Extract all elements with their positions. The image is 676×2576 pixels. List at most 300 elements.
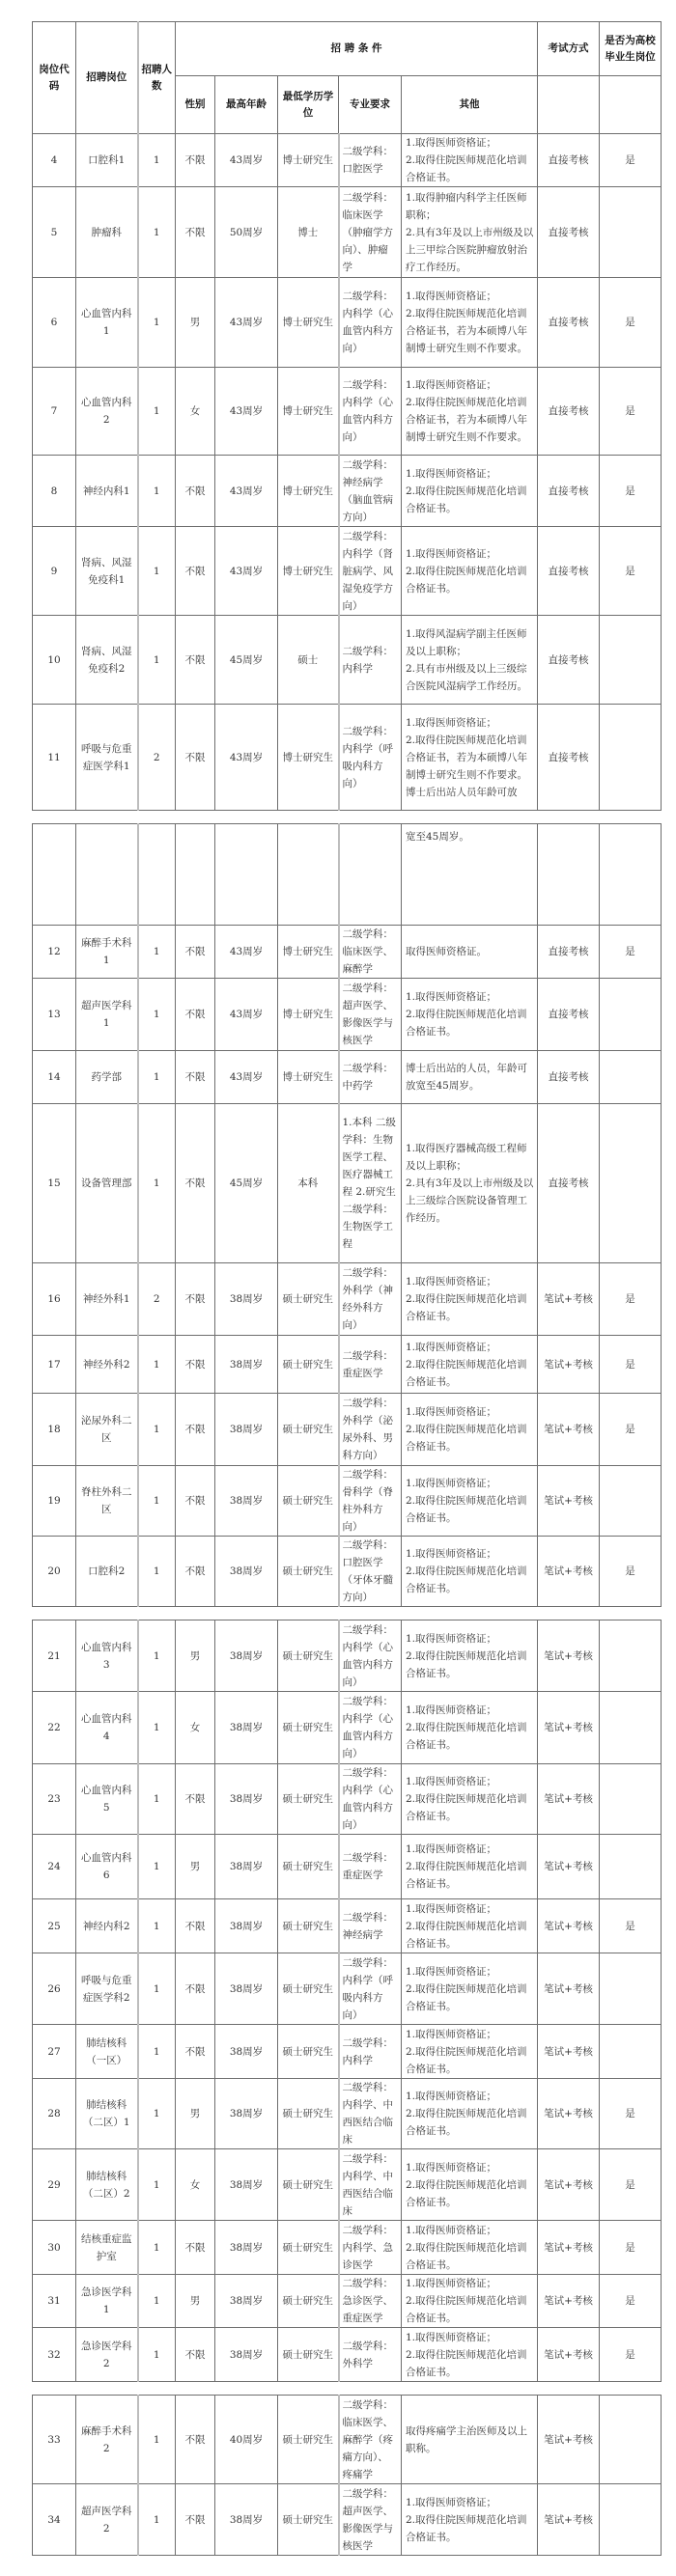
cell-code: 7 bbox=[33, 368, 76, 456]
cell-exam: 笔试+考核 bbox=[538, 1466, 600, 1537]
cell-count: 1 bbox=[138, 2025, 176, 2079]
cell-graduate bbox=[600, 1104, 662, 1263]
cell-major: 二级学科：内科学（心血管内科方向） bbox=[339, 1764, 402, 1835]
requirement-line: 2.取得住院医师规范化培训合格证书。 bbox=[406, 1424, 527, 1453]
requirement-line: 2.具有3年及以上市州级及以上三甲综合医院肿瘤放射治疗工作经历。 bbox=[406, 226, 534, 273]
cell-gender: 女 bbox=[176, 368, 215, 456]
requirement-line: 博士后出站的人员，年龄可放宽至45周岁。 bbox=[406, 1063, 527, 1092]
header-graduate-blank bbox=[600, 76, 662, 134]
cell-graduate: 是 bbox=[600, 2275, 662, 2328]
table-body bbox=[33, 2396, 662, 2556]
cell-exam: 笔试+考核 bbox=[538, 1692, 600, 1764]
cell-major: 二级学科：临床医学（肿瘤学方向）、肿瘤学 bbox=[339, 187, 402, 278]
cell-position: 肾病、风湿免疫科1 bbox=[76, 527, 138, 616]
cell-other bbox=[402, 824, 538, 926]
cell-max-age: 38周岁 bbox=[215, 2484, 278, 2556]
cell-max-age: 38周岁 bbox=[215, 2025, 278, 2079]
cell-exam: 直接考核 bbox=[538, 616, 600, 705]
requirement-line: 取得疼痛学主治医师及以上职称。 bbox=[406, 2424, 527, 2454]
table-row bbox=[33, 527, 662, 616]
requirement-line: 1.取得医师资格证； bbox=[406, 2224, 497, 2236]
table-body bbox=[33, 1620, 662, 2382]
cell-exam bbox=[538, 824, 600, 926]
requirement-line: 博士后出站人员年龄可放 bbox=[406, 786, 518, 798]
requirement-line: 1.取得肿瘤内科学主任医师职称； bbox=[406, 191, 527, 221]
cell-position: 呼吸与危重症医学科1 bbox=[76, 705, 138, 811]
cell-max-age: 38周岁 bbox=[215, 1537, 278, 1607]
cell-min-degree: 硕士研究生 bbox=[278, 2025, 339, 2079]
header-conditions: 招 聘 条 件 bbox=[176, 22, 538, 76]
requirement-line: 1.取得医师资格证； bbox=[406, 1276, 497, 1288]
cell-position: 神经外科2 bbox=[76, 1336, 138, 1394]
table-row bbox=[33, 616, 662, 705]
cell-major: 1.本科 二级学科：生物医学工程、医疗器械工程 2.研究生 二级学科：生物医学工程 bbox=[339, 1104, 402, 1263]
cell-max-age: 38周岁 bbox=[215, 1263, 278, 1336]
cell-position: 急诊医学科2 bbox=[76, 2328, 138, 2382]
requirement-line: 2.取得住院医师规范化培训合格证书。 bbox=[406, 2513, 527, 2543]
cell-max-age bbox=[215, 824, 278, 926]
requirement-line: 1.取得医师资格证； bbox=[406, 547, 497, 560]
requirement-line: 2.取得住院医师规范化培训合格证书。 bbox=[406, 1920, 527, 1950]
cell-graduate bbox=[600, 824, 662, 926]
cell-major: 二级学科：内科学（肾脏病学、风湿免疫学方向） bbox=[339, 527, 402, 616]
cell-other bbox=[402, 2079, 538, 2149]
cell-major: 二级学科：急诊医学、重症医学 bbox=[339, 2275, 402, 2328]
cell-code: 15 bbox=[33, 1104, 76, 1263]
requirement-line: 2.取得住院医师规范化培训合格证书。 bbox=[406, 2241, 527, 2271]
cell-position: 麻醉手术科2 bbox=[76, 2396, 138, 2484]
cell-exam: 笔试+考核 bbox=[538, 1263, 600, 1336]
cell-graduate bbox=[600, 1620, 662, 1692]
requirement-line: 1.取得医师资格证； bbox=[406, 2028, 497, 2040]
cell-gender: 不限 bbox=[176, 1953, 215, 2025]
cell-count: 1 bbox=[138, 1051, 176, 1104]
cell-count: 1 bbox=[138, 2275, 176, 2328]
cell-gender: 不限 bbox=[176, 1051, 215, 1104]
cell-count: 1 bbox=[138, 1899, 176, 1953]
cell-code: 24 bbox=[33, 1835, 76, 1899]
table-row bbox=[33, 2025, 662, 2079]
cell-code: 5 bbox=[33, 187, 76, 278]
cell-max-age: 50周岁 bbox=[215, 187, 278, 278]
header-count: 招聘人数 bbox=[138, 22, 176, 134]
cell-max-age: 45周岁 bbox=[215, 616, 278, 705]
cell-graduate: 是 bbox=[600, 1537, 662, 1607]
cell-position: 肿瘤科 bbox=[76, 187, 138, 278]
cell-exam: 笔试+考核 bbox=[538, 1336, 600, 1394]
requirement-line: 2.具有市州级及以上三级综合医院风湿病学工作经历。 bbox=[406, 662, 527, 692]
cell-gender: 女 bbox=[176, 1692, 215, 1764]
requirement-line: 2.取得住院医师规范化培训合格证书，若为本硕博八年制博士研究生则不作要求。 bbox=[406, 397, 527, 443]
table-row bbox=[33, 1899, 662, 1953]
requirement-line: 2.取得住院医师规范化培训合格证书。 bbox=[406, 2295, 527, 2324]
cell-other bbox=[402, 1263, 538, 1336]
cell-major: 二级学科：内科学（呼吸内科方向） bbox=[339, 705, 402, 811]
cell-graduate: 是 bbox=[600, 456, 662, 527]
requirement-line: 1.取得医师资格证； bbox=[406, 716, 497, 729]
requirement-line: 1.取得医师资格证； bbox=[406, 1843, 497, 1855]
cell-count: 1 bbox=[138, 926, 176, 979]
cell-gender: 不限 bbox=[176, 456, 215, 527]
cell-count: 2 bbox=[138, 1263, 176, 1336]
cell-gender: 不限 bbox=[176, 1764, 215, 1835]
cell-gender: 不限 bbox=[176, 527, 215, 616]
requirement-line: 1.取得医师资格证； bbox=[406, 2161, 497, 2174]
cell-code: 21 bbox=[33, 1620, 76, 1692]
cell-gender: 女 bbox=[176, 2149, 215, 2221]
cell-min-degree: 硕士 bbox=[278, 616, 339, 705]
requirement-line: 1.取得医师资格证； bbox=[406, 1341, 497, 1353]
cell-min-degree: 硕士研究生 bbox=[278, 1537, 339, 1607]
cell-code: 17 bbox=[33, 1336, 76, 1394]
cell-count: 1 bbox=[138, 2079, 176, 2149]
cell-position: 药学部 bbox=[76, 1051, 138, 1104]
cell-max-age: 40周岁 bbox=[215, 2396, 278, 2484]
table-row bbox=[33, 979, 662, 1051]
cell-exam: 笔试+考核 bbox=[538, 1953, 600, 2025]
cell-min-degree: 博士研究生 bbox=[278, 278, 339, 368]
cell-major: 二级学科：内科学（心血管内科方向） bbox=[339, 278, 402, 368]
table-body bbox=[33, 134, 662, 811]
cell-min-degree: 硕士研究生 bbox=[278, 1336, 339, 1394]
cell-major: 二级学科：骨科学（脊柱外科方向） bbox=[339, 1466, 402, 1537]
cell-max-age: 38周岁 bbox=[215, 1764, 278, 1835]
header-major: 专业要求 bbox=[339, 76, 402, 134]
table-row bbox=[33, 2484, 662, 2556]
cell-exam: 直接考核 bbox=[538, 134, 600, 187]
cell-min-degree: 硕士研究生 bbox=[278, 2328, 339, 2382]
table-row bbox=[33, 2328, 662, 2382]
recruitment-table-page-2 bbox=[32, 823, 662, 1607]
cell-exam: 直接考核 bbox=[538, 979, 600, 1051]
cell-graduate bbox=[600, 979, 662, 1051]
cell-max-age: 38周岁 bbox=[215, 1899, 278, 1953]
cell-position: 超声医学科2 bbox=[76, 2484, 138, 2556]
requirement-line: 2.取得住院医师规范化培训合格证书。 bbox=[406, 1495, 527, 1524]
cell-position: 心血管内科4 bbox=[76, 1692, 138, 1764]
cell-other bbox=[402, 2025, 538, 2079]
cell-other bbox=[402, 527, 538, 616]
cell-max-age: 38周岁 bbox=[215, 1953, 278, 2025]
cell-code: 14 bbox=[33, 1051, 76, 1104]
cell-graduate: 是 bbox=[600, 278, 662, 368]
cell-gender: 不限 bbox=[176, 187, 215, 278]
cell-count: 2 bbox=[138, 705, 176, 811]
table-row bbox=[33, 1394, 662, 1466]
cell-max-age: 43周岁 bbox=[215, 705, 278, 811]
cell-gender: 不限 bbox=[176, 1263, 215, 1336]
cell-exam: 笔试+考核 bbox=[538, 1537, 600, 1607]
recruitment-table-page-4 bbox=[32, 2395, 662, 2556]
cell-other bbox=[402, 187, 538, 278]
cell-major: 二级学科：内科学、中西医结合临床 bbox=[339, 2149, 402, 2221]
cell-gender: 男 bbox=[176, 1620, 215, 1692]
requirement-line: 1.取得医师资格证； bbox=[406, 291, 497, 302]
cell-major: 二级学科：临床医学、麻醉学（疼痛方向）、疼痛学 bbox=[339, 2396, 402, 2484]
cell-other bbox=[402, 1620, 538, 1692]
cell-other bbox=[402, 1537, 538, 1607]
cell-position: 神经内科1 bbox=[76, 456, 138, 527]
cell-graduate: 是 bbox=[600, 1336, 662, 1394]
cell-other bbox=[402, 1764, 538, 1835]
cell-gender: 不限 bbox=[176, 2396, 215, 2484]
requirement-line: 1.取得医师资格证； bbox=[406, 2091, 497, 2102]
cell-count: 1 bbox=[138, 278, 176, 368]
cell-gender: 男 bbox=[176, 2275, 215, 2328]
cell-min-degree: 博士研究生 bbox=[278, 1051, 339, 1104]
requirement-line: 1.取得风湿病学副主任医师及以上职称； bbox=[406, 627, 527, 657]
cell-exam: 笔试+考核 bbox=[538, 2396, 600, 2484]
cell-major: 二级学科：内科学、中西医结合临床 bbox=[339, 2079, 402, 2149]
cell-major: 二级学科：内科学（心血管内科方向） bbox=[339, 368, 402, 456]
cell-other bbox=[402, 2484, 538, 2556]
cell-code: 28 bbox=[33, 2079, 76, 2149]
cell-major bbox=[339, 824, 402, 926]
cell-count: 1 bbox=[138, 1537, 176, 1607]
requirement-line: 1.取得医师资格证； bbox=[406, 1902, 497, 1915]
cell-graduate: 是 bbox=[600, 2221, 662, 2275]
cell-code: 33 bbox=[33, 2396, 76, 2484]
cell-gender: 男 bbox=[176, 278, 215, 368]
table-row bbox=[33, 1051, 662, 1104]
cell-position: 肺结核科（二区）1 bbox=[76, 2079, 138, 2149]
cell-major: 二级学科：超声医学、影像医学与核医学 bbox=[339, 979, 402, 1051]
cell-gender: 不限 bbox=[176, 134, 215, 187]
requirement-line: 1.取得医师资格证； bbox=[406, 1704, 497, 1716]
cell-position: 超声医学科1 bbox=[76, 979, 138, 1051]
cell-min-degree: 硕士研究生 bbox=[278, 2149, 339, 2221]
requirement-line: 2.取得住院医师规范化培训合格证书。 bbox=[406, 2178, 527, 2208]
cell-position: 泌尿外科二区 bbox=[76, 1394, 138, 1466]
cell-major: 二级学科：重症医学 bbox=[339, 1336, 402, 1394]
header-min-degree: 最低学历学位 bbox=[278, 76, 339, 134]
cell-code: 16 bbox=[33, 1263, 76, 1336]
table-row bbox=[33, 2079, 662, 2149]
header-exam-blank bbox=[538, 76, 600, 134]
cell-other bbox=[402, 1104, 538, 1263]
table-row bbox=[33, 1953, 662, 2025]
cell-exam: 笔试+考核 bbox=[538, 1835, 600, 1899]
cell-code: 34 bbox=[33, 2484, 76, 2556]
cell-max-age: 38周岁 bbox=[215, 1692, 278, 1764]
cell-min-degree: 硕士研究生 bbox=[278, 2079, 339, 2149]
cell-count bbox=[138, 824, 176, 926]
cell-count: 1 bbox=[138, 616, 176, 705]
table-row-continuation bbox=[33, 824, 662, 926]
requirement-line: 1.取得医师资格证； bbox=[406, 2331, 497, 2343]
requirement-line: 2.取得住院医师规范化培训合格证书。 bbox=[406, 1722, 527, 1751]
cell-min-degree: 硕士研究生 bbox=[278, 1466, 339, 1537]
cell-other bbox=[402, 134, 538, 187]
cell-gender: 不限 bbox=[176, 2221, 215, 2275]
cell-graduate: 是 bbox=[600, 1899, 662, 1953]
cell-exam: 笔试+考核 bbox=[538, 1620, 600, 1692]
cell-min-degree: 硕士研究生 bbox=[278, 2275, 339, 2328]
cell-min-degree: 硕士研究生 bbox=[278, 1835, 339, 1899]
cell-other bbox=[402, 278, 538, 368]
cell-graduate: 是 bbox=[600, 1394, 662, 1466]
cell-min-degree: 硕士研究生 bbox=[278, 1692, 339, 1764]
cell-graduate bbox=[600, 1692, 662, 1764]
cell-min-degree: 硕士研究生 bbox=[278, 1620, 339, 1692]
table-row bbox=[33, 368, 662, 456]
requirement-line: 2.取得住院医师规范化培训合格证书。 bbox=[406, 2108, 527, 2137]
cell-position: 脊柱外科二区 bbox=[76, 1466, 138, 1537]
cell-max-age: 38周岁 bbox=[215, 2328, 278, 2382]
cell-gender: 不限 bbox=[176, 2484, 215, 2556]
cell-max-age: 38周岁 bbox=[215, 1620, 278, 1692]
cell-max-age: 43周岁 bbox=[215, 368, 278, 456]
table-row bbox=[33, 2396, 662, 2484]
cell-graduate bbox=[600, 2396, 662, 2484]
cell-max-age: 38周岁 bbox=[215, 1336, 278, 1394]
requirement-line: 2.取得住院医师规范化培训合格证书。 bbox=[406, 1293, 527, 1322]
cell-position: 麻醉手术科1 bbox=[76, 926, 138, 979]
requirement-line: 2.取得住院医师规范化培训合格证书。 bbox=[406, 2045, 527, 2075]
cell-gender: 不限 bbox=[176, 2328, 215, 2382]
cell-graduate: 是 bbox=[600, 368, 662, 456]
cell-gender: 不限 bbox=[176, 705, 215, 811]
table-row bbox=[33, 1466, 662, 1537]
cell-graduate bbox=[600, 616, 662, 705]
cell-major: 二级学科：临床医学、麻醉学 bbox=[339, 926, 402, 979]
cell-position: 肺结核科（二区）2 bbox=[76, 2149, 138, 2221]
requirement-line: 1.取得医师资格证； bbox=[406, 379, 497, 391]
table-row bbox=[33, 705, 662, 811]
cell-count: 1 bbox=[138, 2149, 176, 2221]
cell-exam: 笔试+考核 bbox=[538, 2275, 600, 2328]
cell-major: 二级学科：内科学（心血管内科方向） bbox=[339, 1620, 402, 1692]
cell-major: 二级学科：口腔医学（牙体牙髓方向） bbox=[339, 1537, 402, 1607]
cell-position: 呼吸与危重症医学科2 bbox=[76, 1953, 138, 2025]
cell-code: 8 bbox=[33, 456, 76, 527]
cell-gender: 不限 bbox=[176, 1104, 215, 1263]
recruitment-table-page-3 bbox=[32, 1620, 662, 2382]
cell-position: 神经内科2 bbox=[76, 1899, 138, 1953]
cell-exam: 直接考核 bbox=[538, 705, 600, 811]
cell-gender: 不限 bbox=[176, 1466, 215, 1537]
cell-count: 1 bbox=[138, 1953, 176, 2025]
cell-code: 9 bbox=[33, 527, 76, 616]
cell-count: 1 bbox=[138, 2328, 176, 2382]
cell-graduate: 是 bbox=[600, 926, 662, 979]
cell-graduate bbox=[600, 1764, 662, 1835]
cell-major: 二级学科：外科学 bbox=[339, 2328, 402, 2382]
cell-other bbox=[402, 979, 538, 1051]
header-position: 招聘岗位 bbox=[76, 22, 138, 134]
cell-max-age: 38周岁 bbox=[215, 1835, 278, 1899]
cell-max-age: 43周岁 bbox=[215, 1051, 278, 1104]
cell-graduate: 是 bbox=[600, 134, 662, 187]
cell-position: 心血管内科1 bbox=[76, 278, 138, 368]
cell-major: 二级学科：外科学（神经外科方向） bbox=[339, 1263, 402, 1336]
cell-max-age: 43周岁 bbox=[215, 979, 278, 1051]
requirement-line: 1.取得医师资格证； bbox=[406, 1478, 497, 1489]
cell-max-age: 43周岁 bbox=[215, 456, 278, 527]
cell-count: 1 bbox=[138, 1466, 176, 1537]
cell-gender: 不限 bbox=[176, 1899, 215, 1953]
table-body bbox=[33, 824, 662, 1607]
cell-other bbox=[402, 1466, 538, 1537]
cell-exam: 笔试+考核 bbox=[538, 2079, 600, 2149]
header-code: 岗位代码 bbox=[33, 22, 76, 134]
cell-count: 1 bbox=[138, 368, 176, 456]
cell-position: 肾病、风湿免疫科2 bbox=[76, 616, 138, 705]
table-row bbox=[33, 1620, 662, 1692]
cell-exam: 笔试+考核 bbox=[538, 1764, 600, 1835]
cell-graduate bbox=[600, 1051, 662, 1104]
cell-exam: 直接考核 bbox=[538, 368, 600, 456]
cell-min-degree: 博士 bbox=[278, 187, 339, 278]
cell-exam: 直接考核 bbox=[538, 456, 600, 527]
cell-position bbox=[76, 824, 138, 926]
cell-code: 18 bbox=[33, 1394, 76, 1466]
cell-position: 口腔科2 bbox=[76, 1537, 138, 1607]
cell-position: 心血管内科2 bbox=[76, 368, 138, 456]
table-row bbox=[33, 456, 662, 527]
cell-position: 神经外科1 bbox=[76, 1263, 138, 1336]
cell-other bbox=[402, 926, 538, 979]
cell-position: 结核重症监护室 bbox=[76, 2221, 138, 2275]
cell-graduate bbox=[600, 1466, 662, 1537]
cell-code: 27 bbox=[33, 2025, 76, 2079]
cell-code: 4 bbox=[33, 134, 76, 187]
cell-code: 13 bbox=[33, 979, 76, 1051]
requirement-line: 1.取得医疗器械高级工程师及以上职称； bbox=[406, 1143, 527, 1172]
cell-major: 二级学科：中药学 bbox=[339, 1051, 402, 1104]
requirement-line: 1.取得医师资格证； bbox=[406, 467, 497, 480]
cell-major: 二级学科：内科学（心血管内科方向） bbox=[339, 1692, 402, 1764]
cell-code: 25 bbox=[33, 1899, 76, 1953]
cell-position: 口腔科1 bbox=[76, 134, 138, 187]
cell-major: 二级学科：内科学（呼吸内科方向） bbox=[339, 1953, 402, 2025]
cell-graduate bbox=[600, 187, 662, 278]
cell-other bbox=[402, 1692, 538, 1764]
cell-min-degree bbox=[278, 824, 339, 926]
requirement-line: 2.取得住院医师规范化培训合格证书。 bbox=[406, 154, 527, 183]
header-max-age: 最高年龄 bbox=[215, 76, 278, 134]
cell-exam: 笔试+考核 bbox=[538, 2328, 600, 2382]
cell-gender: 不限 bbox=[176, 1394, 215, 1466]
header-graduate: 是否为高校毕业生岗位 bbox=[600, 22, 662, 76]
cell-count: 1 bbox=[138, 979, 176, 1051]
cell-graduate bbox=[600, 705, 662, 811]
table-row bbox=[33, 2275, 662, 2328]
cell-min-degree: 博士研究生 bbox=[278, 456, 339, 527]
requirement-line: 2.取得住院医师规范化培训合格证书，若为本硕博八年制博士研究生则不作要求。 bbox=[406, 308, 527, 354]
requirement-line: 1.取得医师资格证； bbox=[406, 1632, 497, 1645]
cell-other bbox=[402, 2328, 538, 2382]
cell-max-age: 38周岁 bbox=[215, 1466, 278, 1537]
table-row bbox=[33, 1692, 662, 1764]
requirement-line: 2.取得住院医师规范化培训合格证书。 bbox=[406, 1793, 527, 1822]
cell-graduate bbox=[600, 1835, 662, 1899]
cell-gender: 不限 bbox=[176, 1537, 215, 1607]
table-row bbox=[33, 187, 662, 278]
cell-graduate: 是 bbox=[600, 1263, 662, 1336]
cell-position: 心血管内科5 bbox=[76, 1764, 138, 1835]
cell-other bbox=[402, 616, 538, 705]
cell-exam: 直接考核 bbox=[538, 187, 600, 278]
cell-graduate: 是 bbox=[600, 2328, 662, 2382]
header-exam: 考试方式 bbox=[538, 22, 600, 76]
cell-other bbox=[402, 2396, 538, 2484]
cell-code bbox=[33, 824, 76, 926]
cell-other bbox=[402, 2275, 538, 2328]
cell-min-degree: 硕士研究生 bbox=[278, 2396, 339, 2484]
cell-position: 急诊医学科1 bbox=[76, 2275, 138, 2328]
table-row bbox=[33, 1336, 662, 1394]
